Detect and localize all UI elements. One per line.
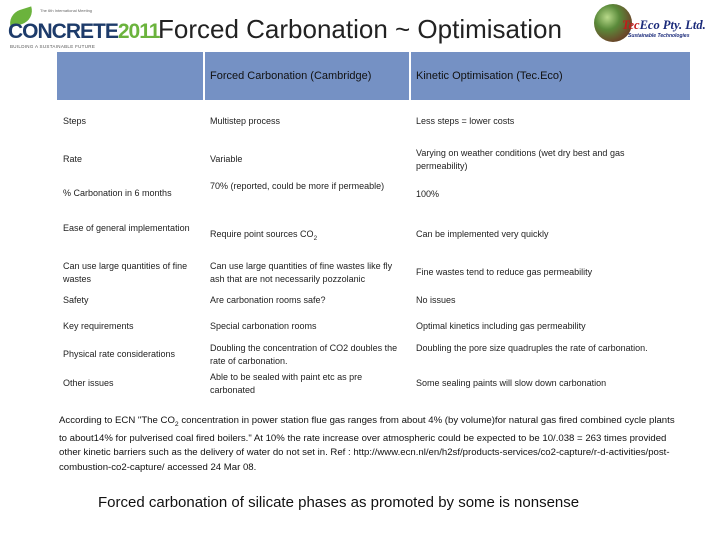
logo-brand-main: CONCRETE	[8, 20, 118, 43]
header-divider	[203, 52, 205, 100]
tececo-name-red: Tec	[622, 18, 640, 32]
cambridge-value: Are carbonation rooms safe?	[210, 295, 326, 305]
tececo-logo	[592, 2, 718, 46]
row-label: Safety	[63, 295, 89, 305]
logo-brand	[8, 20, 159, 44]
header-cell-cambridge: Forced Carbonation (Cambridge)	[210, 70, 372, 82]
row-label: Ease of general implementation	[63, 223, 190, 233]
cambridge-value: 70% (reported, could be more if permeable)	[210, 181, 385, 191]
cambridge-value	[210, 228, 408, 245]
cambridge-value: Variable	[210, 154, 243, 164]
concrete-2011-logo	[6, 8, 160, 50]
header-cell-tececo: Kinetic Optimisation (Tec.Eco)	[416, 70, 563, 82]
tececo-subtitle: Sustainable Technologies	[628, 33, 690, 39]
cambridge-value-text: Require point sources CO	[210, 229, 314, 239]
row-label: % Carbonation in 6 months	[63, 188, 172, 198]
footnote-subscript: 2	[174, 420, 179, 428]
table-header-row	[57, 52, 690, 100]
row-label: Steps	[63, 116, 87, 126]
logo-tagline: BUILDING A SUSTAINABLE FUTURE	[10, 44, 96, 49]
row-label: Other issues	[63, 378, 114, 388]
footnote-part1: According to ECN "The CO	[59, 415, 175, 426]
logo-small-text: The 6th International Meeting	[40, 8, 93, 13]
row-label: Rate	[63, 154, 83, 164]
row-label: Can use large quantities of fine wastes	[63, 261, 188, 284]
tececo-name	[622, 18, 706, 33]
tececo-value: Fine wastes tend to reduce gas permeability	[416, 267, 593, 277]
footnote	[59, 414, 677, 475]
cambridge-value: Doubling the concentration of CO2 doubles the rate of carbonation.	[210, 343, 398, 366]
tececo-value: No issues	[416, 295, 456, 305]
tececo-name-blue: Eco Pty. Ltd.	[639, 18, 706, 32]
cambridge-value: Special carbonation rooms	[210, 321, 317, 331]
row-label: Physical rate considerations	[63, 349, 176, 359]
header-divider	[409, 52, 411, 100]
cambridge-value: Can use large quantities of fine wastes like fly ash that are not necessarily pozzolanic	[210, 261, 393, 284]
tececo-value: Some sealing paints will slow down carbonation	[416, 378, 607, 388]
tececo-value: Varying on weather conditions (wet dry best and gas permeability)	[416, 148, 625, 171]
co2-subscript: 2	[313, 234, 318, 242]
tececo-value: Less steps = lower costs	[416, 116, 515, 126]
footnote-part2: concentration in power station flue gas ranges from about 4% (by volume)for natural gas fired combined cycle plants to about14% for pulverised coal fired boilers." At 10% the rate increase over atmospheric could be expected to be 10/.038 = 263 times provided other kinetic barriers such as the delivery of water do not set in. Ref : http://www.ecn.nl/en/h2sf/products-services/co2-capture/r-d-activities/post-combustion-co2-capture/ accessed 24 Mar 08.	[59, 415, 675, 473]
slide-title: Forced Carbonation ~ Optimisation	[158, 14, 562, 44]
cambridge-value: Able to be sealed with paint etc as pre carbonated	[210, 372, 363, 395]
logo-brand-year: 2011	[117, 20, 160, 43]
conclusion-text: Forced carbonation of silicate phases as promoted by some is nonsense	[98, 494, 580, 511]
tececo-value: Optimal kinetics including gas permeability	[416, 321, 586, 331]
tececo-value: 100%	[416, 189, 440, 199]
row-label: Key requirements	[63, 321, 134, 331]
tececo-value: Can be implemented very quickly	[416, 229, 549, 239]
tececo-value: Doubling the pore size quadruples the rate of carbonation.	[416, 343, 648, 353]
cambridge-value: Multistep process	[210, 116, 281, 126]
